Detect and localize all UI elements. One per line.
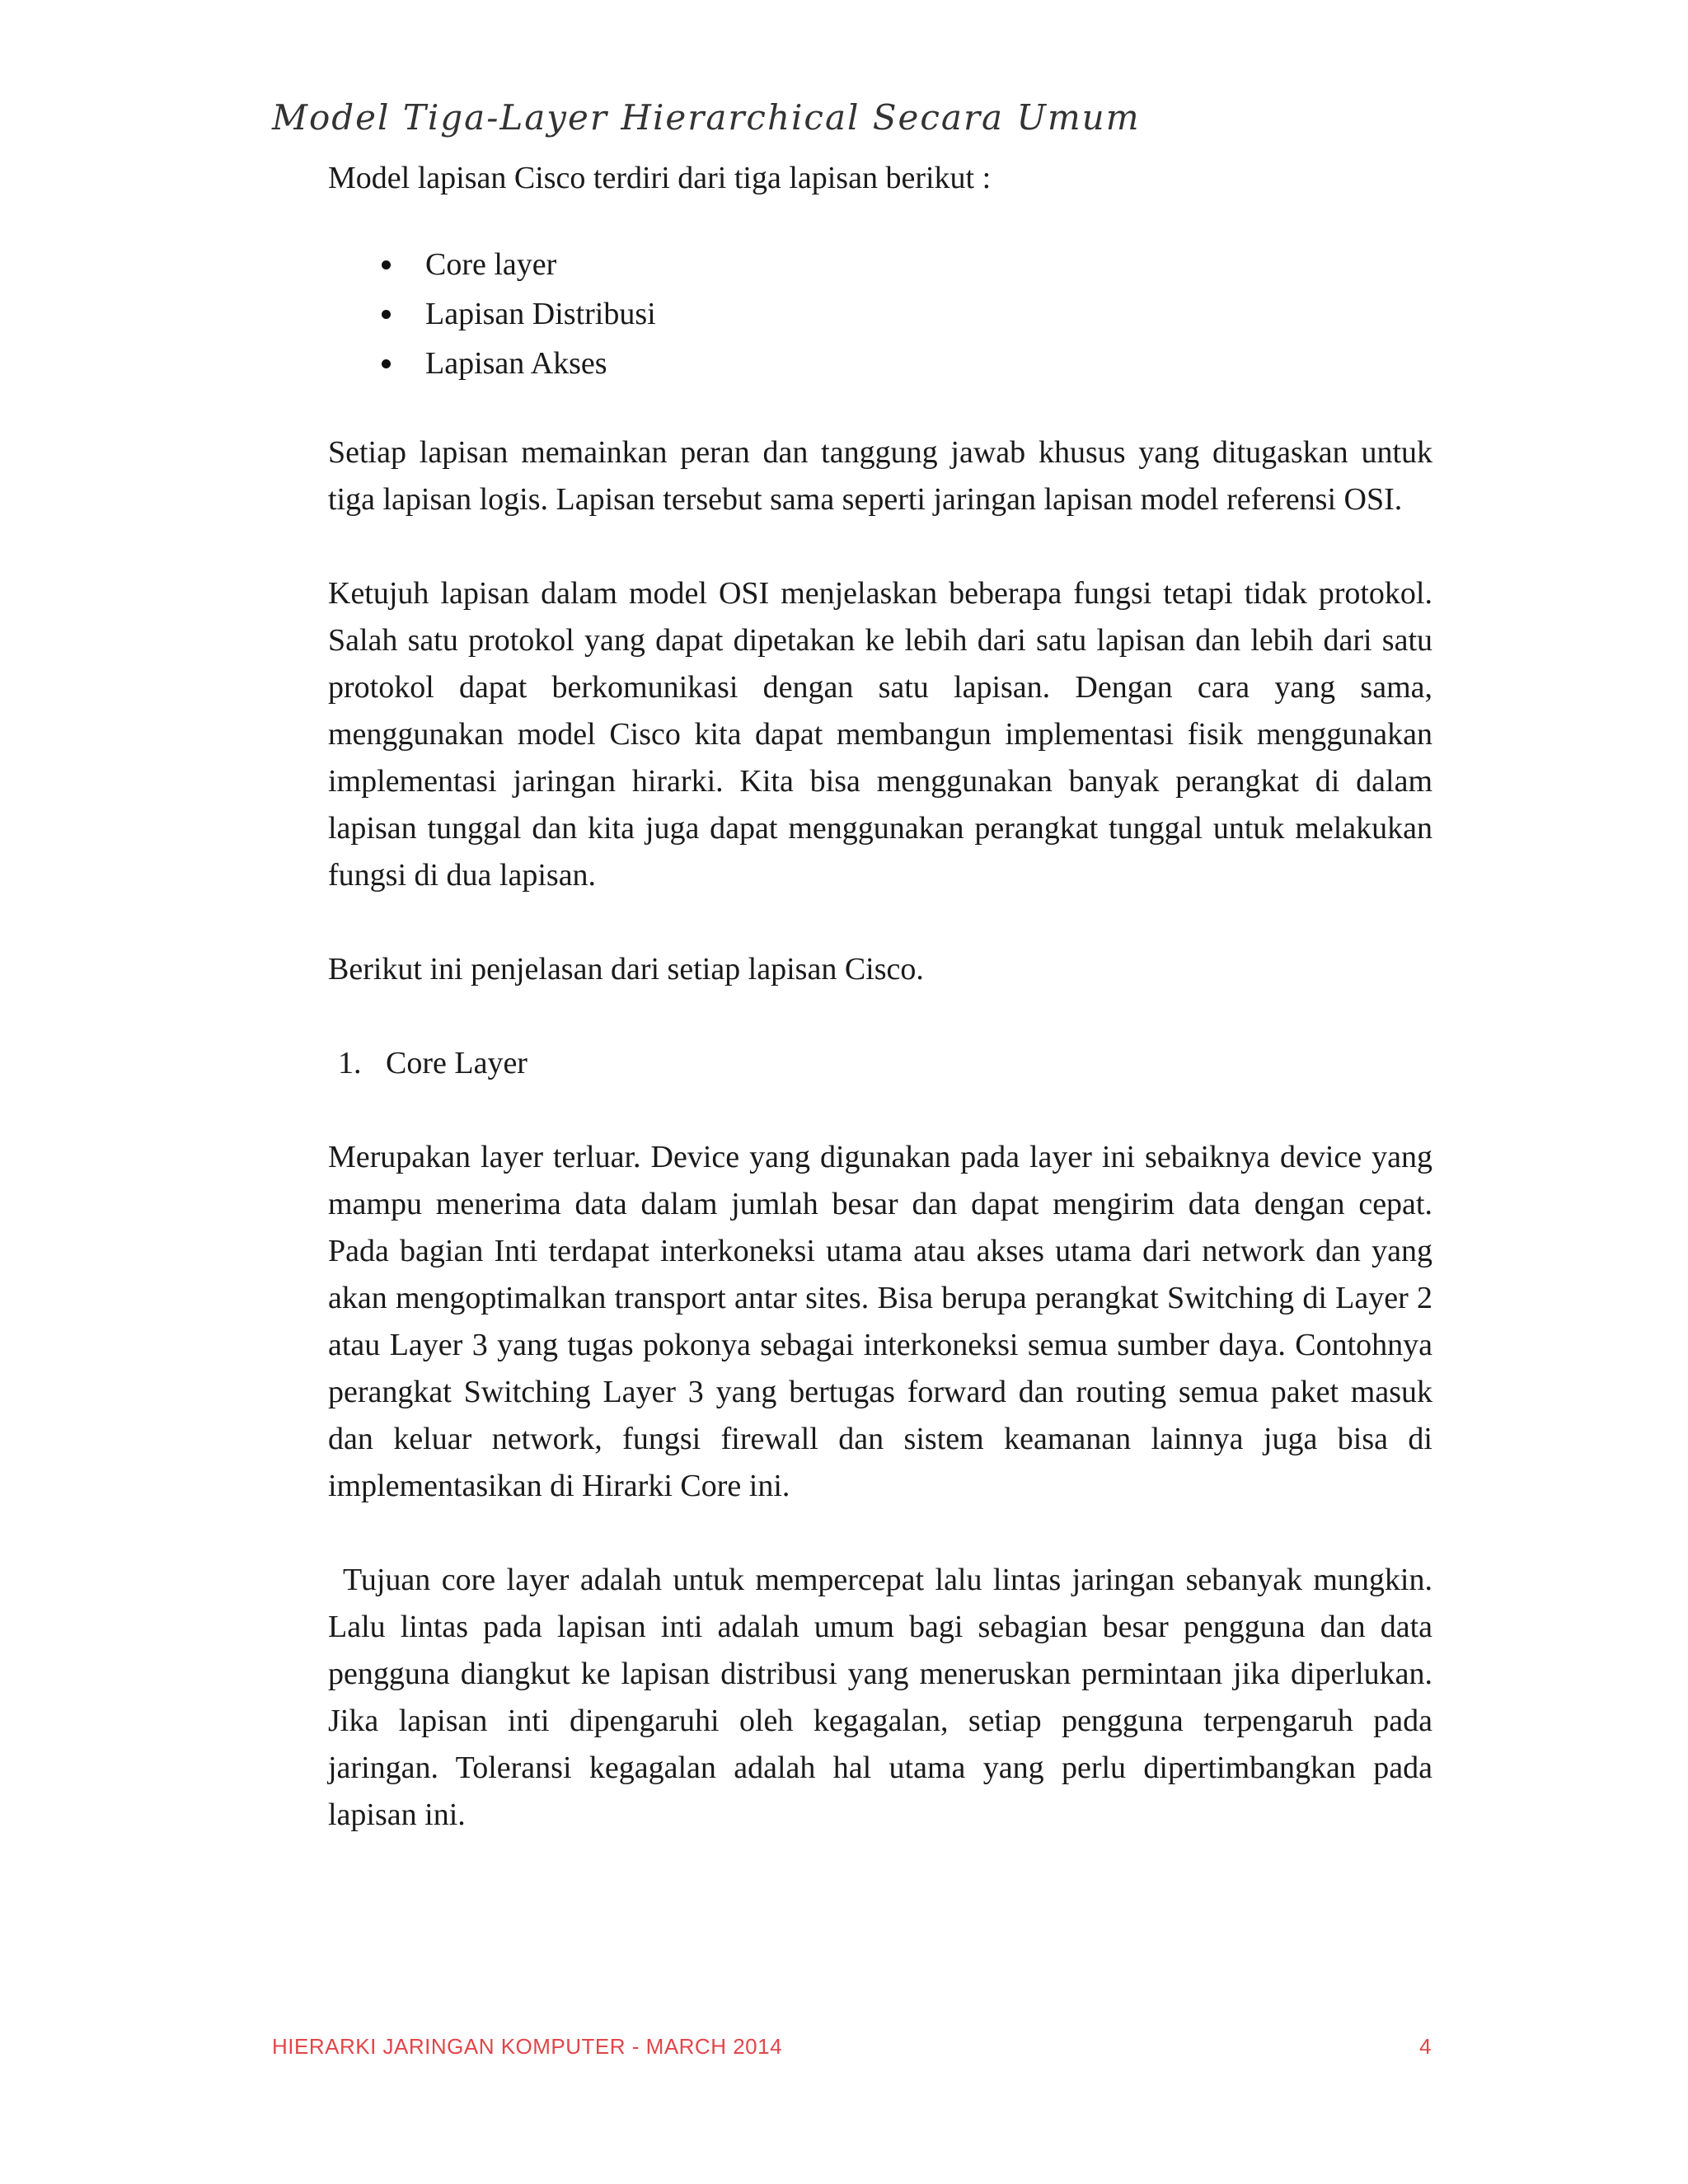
bullet-icon xyxy=(382,359,391,368)
footer-title: HIERARKI JARINGAN KOMPUTER - MARCH 2014 xyxy=(272,2034,783,2059)
layer-list xyxy=(328,240,1432,388)
section-heading xyxy=(328,1040,1432,1087)
paragraph-intro-layers: Berikut ini penjelasan dari setiap lapisan Cisco. xyxy=(328,952,924,987)
section-paragraph-2-text: Tujuan core layer adalah untuk mempercepat lalu lintas jaringan sebanyak mungkin. Lalu lintas pada lapisan inti adalah umum bagi sebagian besar pengguna dan data pengguna diangkut ke lapisan distribusi yang meneruskan permintaan jika diperlukan. Jika lapisan inti dipengaruhi oleh kegagalan, setiap pengguna terpengaruh pada jaringan. Toleransi kegagalan adalah hal utama yang perlu dipertimbangkan pada lapisan ini. xyxy=(328,1563,1432,1832)
section-number: 1. xyxy=(338,1046,362,1080)
section-paragraph-1: Merupakan layer terluar. Device yang digunakan pada layer ini sebaiknya device yang mampu menerima data dalam jumlah besar dan dapat mengirim data dengan cepat. Pada bagian Inti terdapat interkoneksi utama atau akses utama dari network dan yang akan mengoptimalkan transport antar sites. Bisa berupa perangkat Switching di Layer 2 atau Layer 3 yang tugas pokonya sebagai interkoneksi semua sumber daya. Contohnya perangkat Switching Layer 3 yang bertugas forward dan routing semua paket masuk dan keluar network, fungsi firewall dan sistem keamanan lainnya juga bisa di implementasikan di Hirarki Core ini. xyxy=(328,1140,1432,1503)
paragraph-roles: Setiap lapisan memainkan peran dan tanggung jawab khusus yang ditugaskan untuk tiga lapisan logis. Lapisan tersebut sama seperti jaringan lapisan model referensi OSI. xyxy=(328,435,1432,517)
list-item xyxy=(328,289,1432,339)
bullet-icon xyxy=(382,260,391,269)
section-title: Core Layer xyxy=(386,1046,528,1080)
spacer xyxy=(328,993,1432,1040)
list-item xyxy=(328,339,1432,388)
bullet-icon xyxy=(382,310,391,319)
list-item-label: Core layer xyxy=(425,247,557,282)
section-paragraph-2 xyxy=(328,1557,1432,1839)
spacer xyxy=(328,1087,1432,1134)
spacer xyxy=(328,899,1432,946)
spacer xyxy=(328,523,1432,570)
list-item-label: Lapisan Akses xyxy=(425,346,607,381)
list-item-label: Lapisan Distribusi xyxy=(425,297,656,331)
spacer xyxy=(328,202,1432,240)
page-title: Model Tiga-Layer Hierarchical Secara Umum xyxy=(272,97,1141,138)
paragraph-osi: Ketujuh lapisan dalam model OSI menjelaskan beberapa fungsi tetapi tidak protokol. Salah satu protokol yang dapat dipetakan ke lebih dari satu lapisan dan lebih dari satu protokol dapat berkomunikasi dengan satu lapisan. Dengan cara yang sama, menggunakan model Cisco kita dapat membangun implementasi fisik menggunakan implementasi jaringan hirarki. Kita bisa menggunakan banyak perangkat di dalam lapisan tunggal dan kita juga dapat menggunakan perangkat tunggal untuk melakukan fungsi di dua lapisan. xyxy=(328,576,1432,893)
intro-text: Model lapisan Cisco terdiri dari tiga lapisan berikut : xyxy=(328,161,992,195)
spacer xyxy=(328,388,1432,429)
list-item xyxy=(328,240,1432,289)
spacer xyxy=(328,1510,1432,1557)
document-body xyxy=(328,155,1432,1839)
page-number: 4 xyxy=(1419,2034,1432,2059)
